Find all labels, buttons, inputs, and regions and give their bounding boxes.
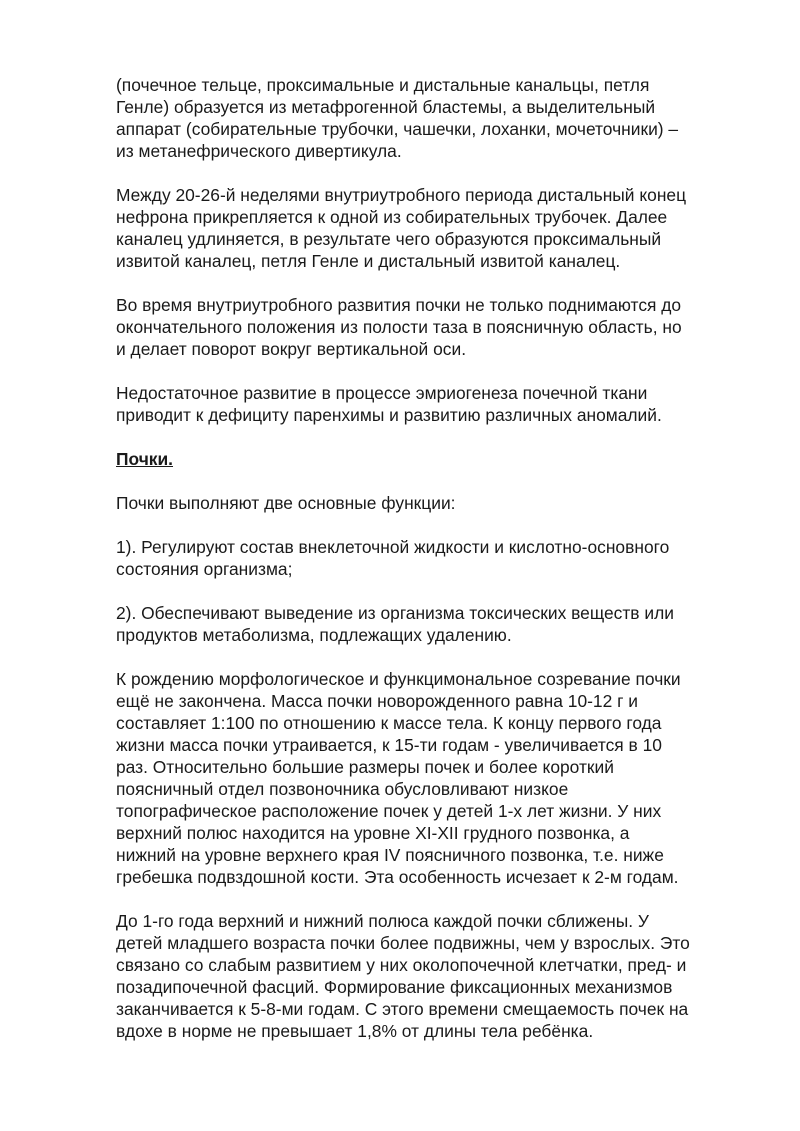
- paragraph-spacer: [116, 514, 736, 536]
- paragraph-spacer: [116, 426, 736, 448]
- paragraph-line: До 1-го года верхний и нижний полюса каждой почки сближены. У: [116, 911, 649, 931]
- paragraph-line: Генле) образуется из метафрогенной бластемы, а выделительный: [116, 97, 656, 117]
- paragraph-line: заканчивается к 5-8-ми годам. С этого времени смещаемость почек на: [116, 999, 689, 1019]
- paragraph-line: нефрона прикрепляется к одной из собирательных трубочек. Далее: [116, 207, 668, 227]
- paragraph-line: и делает поворот вокруг вертикальной оси.: [116, 339, 467, 359]
- paragraph-spacer: [116, 470, 736, 492]
- document-page: [116, 74, 736, 1042]
- paragraph-line: верхний полюс находится на уровне XI-XII грудного позвонка, а: [116, 823, 630, 843]
- paragraph-line: каналец удлиняется, в результате чего образуются проксимальный: [116, 229, 662, 249]
- paragraph-line: вдохе в норме не превышает 1,8% от длины тела ребёнка.: [116, 1021, 594, 1041]
- paragraph-line: состояния организма;: [116, 559, 293, 579]
- paragraph-spacer: [116, 272, 736, 294]
- paragraph: [116, 294, 736, 360]
- paragraph-line: ещё не закончена. Масса почки новорожденного равна 10-12 г и: [116, 691, 638, 711]
- paragraph-line: детей младшего возраста почки более подвижны, чем у взрослых. Это: [116, 933, 690, 953]
- paragraph-line: 1). Регулируют состав внеклеточной жидкости и кислотно-основного: [116, 537, 670, 557]
- paragraph-line: продуктов метаболизма, подлежащих удалению.: [116, 625, 512, 645]
- paragraph-spacer: [116, 580, 736, 602]
- paragraph-line: Во время внутриутробного развития почки не только поднимаются до: [116, 295, 682, 315]
- paragraph-line: составляет 1:100 по отношению к массе тела. К концу первого года: [116, 713, 662, 733]
- paragraph-line: (почечное тельце, проксимальные и дистальные канальцы, петля: [116, 75, 650, 95]
- paragraph-line: аппарат (собирательные трубочки, чашечки, лоханки, мочеточники) –: [116, 119, 679, 139]
- paragraph-line: поясничный отдел позвоночника обусловливают низкое: [116, 779, 569, 799]
- paragraph-line: Между 20-26-й неделями внутриутробного периода дистальный конец: [116, 185, 687, 205]
- paragraph-spacer: [116, 162, 736, 184]
- paragraph-line: топографическое расположение почек у детей 1-х лет жизни. У них: [116, 801, 662, 821]
- paragraph-line: нижний на уровне верхнего края IV поясничного позвонка, т.е. ниже: [116, 845, 664, 865]
- heading-text: Почки.: [116, 449, 174, 469]
- paragraph-line: 2). Обеспечивают выведение из организма токсических веществ или: [116, 603, 674, 623]
- paragraph: [116, 536, 736, 580]
- paragraph-line: Почки выполняют две основные функции:: [116, 493, 456, 513]
- paragraph: [116, 602, 736, 646]
- paragraph-line: из метанефрического дивертикула.: [116, 141, 402, 161]
- paragraph-line: К рождению морфологическое и функцимональное созревание почки: [116, 669, 681, 689]
- paragraph: [116, 74, 736, 162]
- paragraph-line: позадипочечной фасций. Формирование фиксационных механизмов: [116, 977, 673, 997]
- paragraph-line: гребешка подвздошной кости. Эта особенность исчезает к 2-м годам.: [116, 867, 679, 887]
- paragraph-spacer: [116, 360, 736, 382]
- section-heading: [116, 448, 736, 470]
- paragraph: [116, 492, 736, 514]
- paragraph: [116, 668, 736, 888]
- paragraph: [116, 382, 736, 426]
- paragraph-line: извитой каналец, петля Генле и дистальный извитой каналец.: [116, 251, 621, 271]
- paragraph: [116, 184, 736, 272]
- paragraph-line: раз. Относительно большие размеры почек и более короткий: [116, 757, 614, 777]
- paragraph-spacer: [116, 888, 736, 910]
- paragraph: [116, 910, 736, 1042]
- paragraph-line: жизни масса почки утраивается, к 15-ти годам - увеличивается в 10: [116, 735, 662, 755]
- paragraph-line: приводит к дефициту паренхимы и развитию различных аномалий.: [116, 405, 662, 425]
- paragraph-line: Недостаточное развитие в процессе эмриогенеза почечной ткани: [116, 383, 648, 403]
- paragraph-line: окончательного положения из полости таза в поясничную область, но: [116, 317, 682, 337]
- paragraph-line: связано со слабым развитием у них околопочечной клетчатки, пред- и: [116, 955, 687, 975]
- paragraph-spacer: [116, 646, 736, 668]
